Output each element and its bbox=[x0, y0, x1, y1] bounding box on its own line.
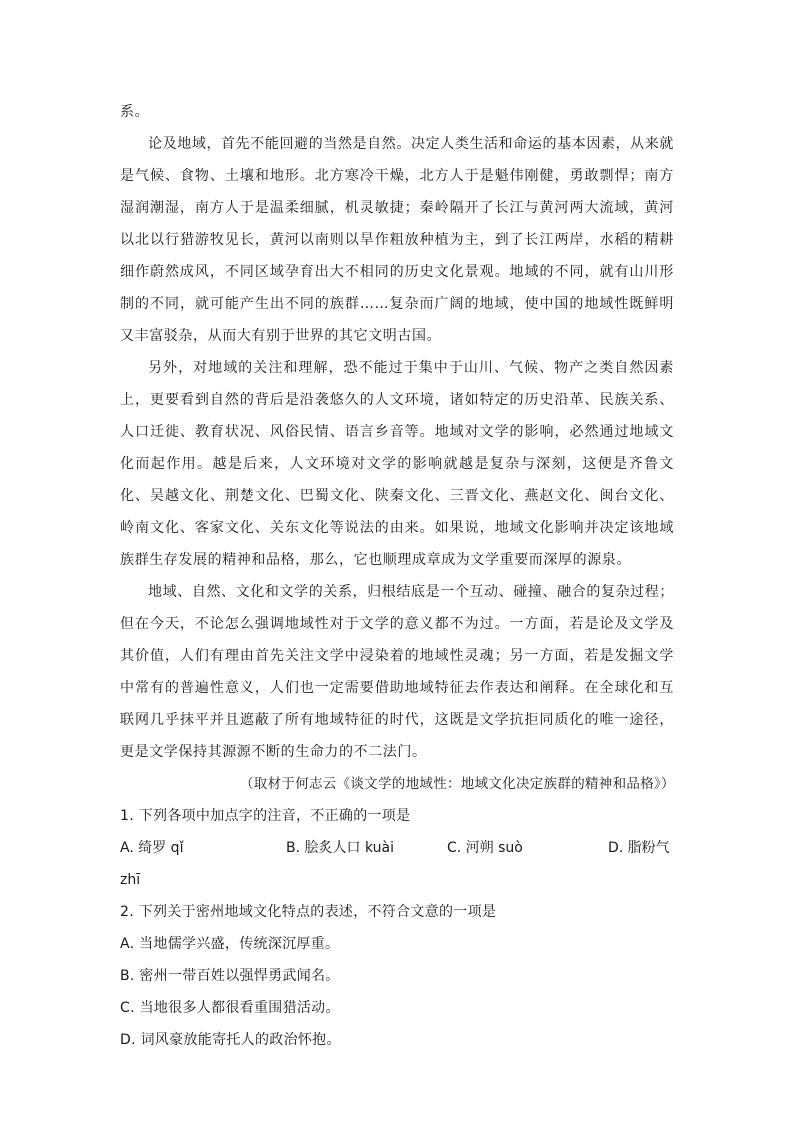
question-1-option-a: A. 绮罗 qǐ bbox=[120, 840, 184, 856]
passage-fragment: 系。 bbox=[120, 104, 150, 120]
passage-paragraph-1: 论及地域，首先不能回避的当然是自然。决定人类生活和命运的基本因素，从来就是气候、食物、土壤和地形。北方寒冷干燥，北方人于是魁伟刚健，勇敢剽悍；南方湿润潮湿，南方人于是温柔细腻，机灵敏捷；秦岭隔开了长江与黄河两大流域，黄河以北以行猎游牧见长，黄河以南则以旱作粗放种植为主，到了长江两岸，水稻的精耕细作蔚然成风，不同区域孕育出大不相同的历史文化景观。地域的不同，就有山川形制的不同，就可能产生出不同的族群……复杂而广阔的地域，使中国的地域性既鲜明又丰富驳杂，从而大有别于世界的其它文明古国。 bbox=[120, 136, 674, 344]
question-1-option-d-pinyin: zhī bbox=[120, 872, 141, 888]
question-1-stem: 1. 下列各项中加点字的注音，不正确的一项是 bbox=[120, 808, 411, 824]
document-content bbox=[120, 96, 674, 1056]
passage-paragraph-2: 另外，对地域的关注和理解，恐不能过于集中于山川、气候、物产之类自然因素上，更要看到自然的背后是沿袭悠久的人文环境，诸如特定的历史沿革、民族关系、人口迁徙、教育状况、风俗民情、语言乡音等。地域对文学的影响，必然通过地域文化而起作用。越是后来，人文环境对文学的影响就越是复杂与深刻，这便是齐鲁文化、吴越文化、荆楚文化、巴蜀文化、陕秦文化、三晋文化、燕赵文化、闽台文化、岭南文化、客家文化、关东文化等说法的由来。如果说，地域文化影响并决定该地域族群生存发展的精神和品格，那么，它也顺理成章成为文学重要而深厚的源泉。 bbox=[120, 360, 674, 568]
question-2-option-c: C. 当地很多人都很看重围猎活动。 bbox=[120, 1000, 340, 1016]
question-1-options bbox=[120, 832, 674, 864]
question-1-option-d: D. 脂粉气 bbox=[608, 840, 670, 856]
question-2-option-b: B. 密州一带百姓以强悍勇武闻名。 bbox=[120, 968, 340, 984]
question-2-option-a: A. 当地儒学兴盛，传统深沉厚重。 bbox=[120, 936, 340, 952]
passage-source: （取材于何志云《谈文学的地域性：地域文化决定族群的精神和品格》） bbox=[240, 776, 675, 792]
passage-paragraph-3: 地域、自然、文化和文学的关系，归根结底是一个互动、碰撞、融合的复杂过程；但在今天，不论怎么强调地域性对于文学的意义都不为过。一方面，若是论及文学及其价值，人们有理由首先关注文学中浸染着的地域性灵魂；另一方面，若是发掘文学中常有的普遍性意义，人们也一定需要借助地域特征去作表达和阐释。在全球化和互联网几乎抹平并且遮蔽了所有地域特征的时代，这既是文学抗拒同质化的唯一途径，更是文学保持其源源不断的生命力的不二法门。 bbox=[120, 584, 674, 760]
question-2-option-d: D. 词风豪放能寄托人的政治怀抱。 bbox=[120, 1032, 341, 1048]
question-2-stem: 2. 下列关于密州地域文化特点的表述，不符合文意的一项是 bbox=[120, 904, 497, 920]
question-1-option-c: C. 河朔 suò bbox=[447, 840, 523, 856]
question-1-option-b: B. 脍炙人口 kuài bbox=[286, 840, 394, 856]
